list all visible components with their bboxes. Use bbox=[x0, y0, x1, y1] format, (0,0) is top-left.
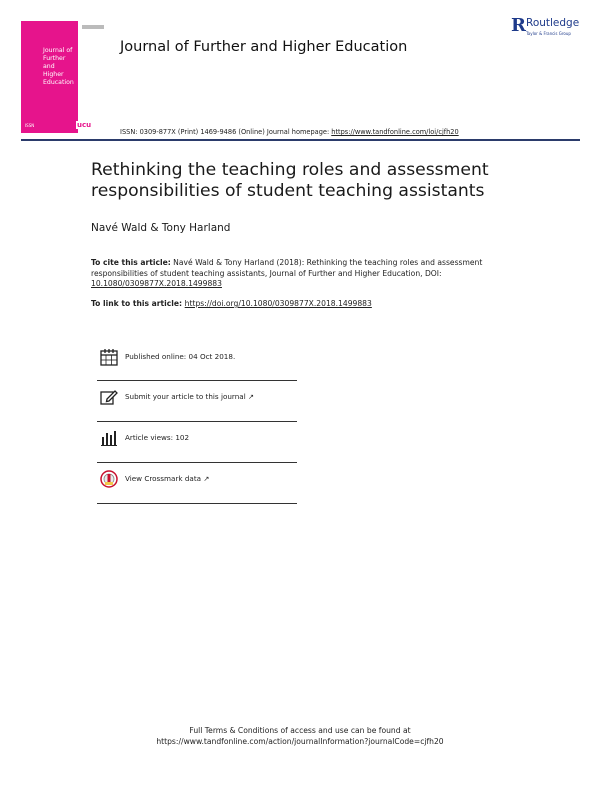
cover-issn: ISSN bbox=[25, 123, 35, 128]
article-title: Rethinking the teaching roles and assessment responsibilities of student teaching assistants bbox=[91, 160, 489, 201]
article-link-line bbox=[91, 299, 372, 308]
submit-row[interactable] bbox=[97, 388, 297, 429]
article-authors: Navé Wald & Tony Harland bbox=[91, 222, 231, 234]
cover-ucu-logo: ucu bbox=[77, 121, 92, 129]
crossmark-link[interactable] bbox=[125, 474, 209, 483]
footer-terms-link[interactable]: https://www.tandfonline.com/action/journalInformation?journalCode=cjfh20 bbox=[156, 737, 444, 746]
article-views: Article views: 102 bbox=[125, 433, 190, 442]
crossmark-icon bbox=[100, 470, 118, 488]
bar-chart-icon bbox=[100, 429, 118, 447]
publisher-name: Routledge bbox=[526, 17, 580, 29]
cover-title-line: Higher bbox=[43, 71, 64, 78]
link-label: To link to this article: bbox=[91, 299, 185, 308]
cover-tag bbox=[82, 25, 104, 29]
citation bbox=[91, 258, 491, 290]
external-link-icon: ↗ bbox=[203, 474, 210, 483]
row-divider bbox=[97, 462, 297, 463]
journal-title: Journal of Further and Higher Education bbox=[120, 39, 408, 55]
published-row bbox=[97, 348, 297, 389]
issn-text: ISSN: 0309-877X (Print) 1469-9486 (Online) Journal homepage: bbox=[120, 128, 332, 136]
crossmark-label: View Crossmark data bbox=[125, 474, 202, 483]
row-divider bbox=[97, 421, 297, 422]
cover-title-line: Journal of bbox=[43, 47, 73, 54]
cover-title-line: Education bbox=[43, 79, 74, 86]
submit-article-link[interactable] bbox=[125, 392, 254, 401]
cover-title-line: Further bbox=[43, 55, 66, 62]
submit-label: Submit your article to this journal bbox=[125, 392, 246, 401]
journal-homepage-link[interactable]: https://www.tandfonline.com/loi/cjfh20 bbox=[331, 128, 459, 136]
journal-cover bbox=[21, 21, 110, 133]
doi-link[interactable]: 10.1080/0309877X.2018.1499883 bbox=[91, 279, 222, 289]
views-row bbox=[97, 429, 297, 470]
publisher-tagline: Taylor & Francis Group bbox=[526, 31, 571, 36]
row-divider bbox=[97, 380, 297, 381]
routledge-r-icon: R bbox=[511, 15, 526, 36]
edit-icon bbox=[100, 388, 118, 406]
cite-text: Navé Wald & Tony Harland (2018): Rethinking the teaching roles and assessment responsibilities of student teaching assistants, Journal of Further and Higher Education, DOI: bbox=[91, 258, 483, 278]
footer bbox=[0, 725, 600, 747]
issn-line bbox=[120, 128, 459, 136]
cover-title-line: and bbox=[43, 63, 55, 70]
cite-label: To cite this article: bbox=[91, 258, 171, 267]
article-link[interactable]: https://doi.org/10.1080/0309877X.2018.1499883 bbox=[184, 299, 372, 308]
calendar-icon bbox=[100, 348, 118, 366]
crossmark-row[interactable] bbox=[97, 470, 297, 511]
external-link-icon: ↗ bbox=[248, 392, 255, 401]
cover-title bbox=[43, 47, 107, 87]
footer-terms: Full Terms & Conditions of access and use can be found at bbox=[189, 726, 411, 735]
header-divider bbox=[21, 139, 580, 141]
published-date: Published online: 04 Oct 2018. bbox=[125, 352, 236, 361]
row-divider bbox=[97, 503, 297, 504]
